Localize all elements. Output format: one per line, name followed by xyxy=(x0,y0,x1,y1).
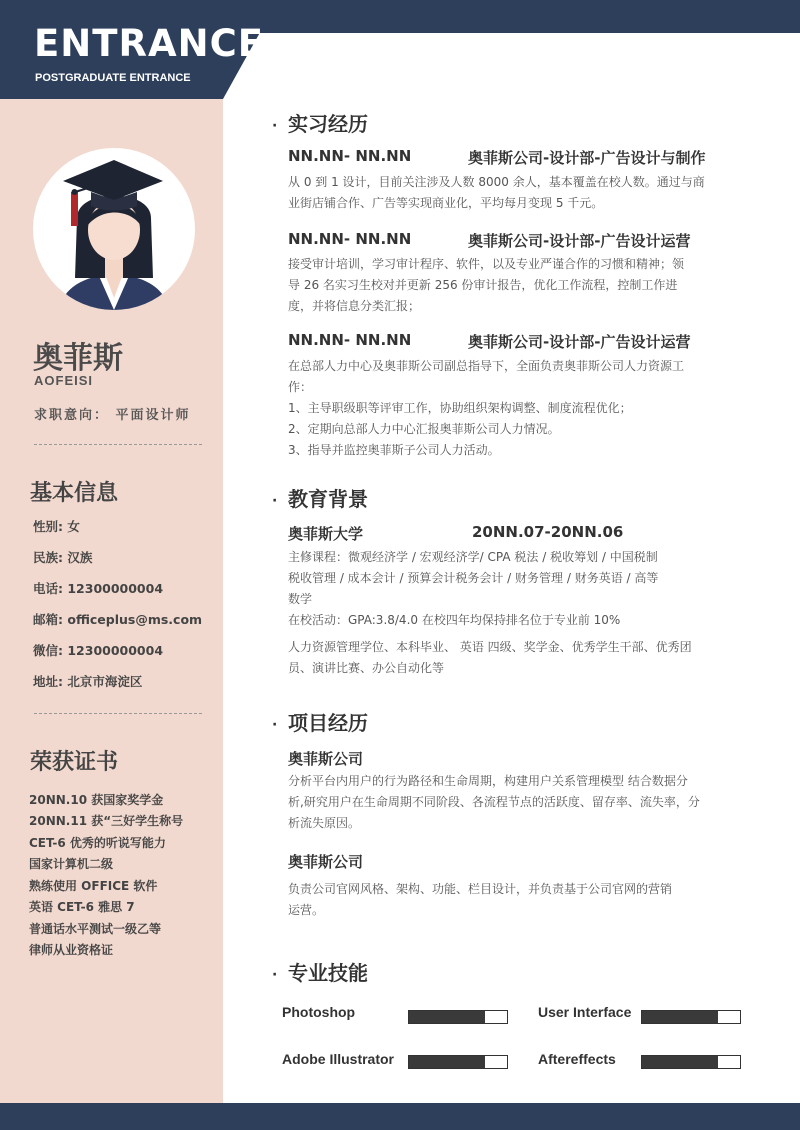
skill-label: Adobe Illustrator xyxy=(282,1051,395,1067)
skill-label: Aftereffects xyxy=(538,1051,616,1067)
skill-label: User Interface xyxy=(538,1004,632,1020)
entry-org: 奥菲斯公司-设计部-广告设计与制作 xyxy=(468,149,706,167)
skill-bar xyxy=(641,1055,741,1069)
entry-date: NN.NN- NN.NN xyxy=(288,331,412,349)
skill-bar xyxy=(408,1055,508,1069)
info-address: 地址: 北京市海淀区 xyxy=(33,674,143,689)
avatar-illustration xyxy=(33,148,195,310)
job-intent: 求职意向： 平面设计师 xyxy=(34,408,191,423)
info-phone: 电话: 12300000004 xyxy=(33,581,164,596)
award-item: 20NN.10 获国家奖学金 xyxy=(29,793,164,807)
profile-name-en: AOFEISI xyxy=(34,373,94,388)
project-org: 奥菲斯公司 xyxy=(288,750,364,768)
internship-entry-head xyxy=(288,331,691,351)
skill-bar-fill xyxy=(409,1056,485,1068)
skill-bar-fill xyxy=(409,1011,485,1023)
internship-desc: 从 0 到 1 设计，目前关注涉及人数 8000 余人，基本覆盖在校人数。通过与商 业街店铺合作、广告等实现商业化，平均每月变现 5 千元。 xyxy=(288,175,705,210)
internship-title: · 实习经历 xyxy=(272,112,368,136)
entry-date: NN.NN- NN.NN xyxy=(288,230,412,248)
project-org: 奥菲斯公司 xyxy=(288,853,364,871)
bullet-icon: · xyxy=(272,716,278,733)
divider xyxy=(34,713,202,714)
skill-label: Photoshop xyxy=(282,1004,356,1020)
internship-desc: 接受审计培训，学习审计程序、软件，以及专业严谨合作的习惯和精神；领 导 26 名实习生校对并更新 256 份审计报告，优化工作流程，控制工作进 度，并将信息分类汇报； xyxy=(288,257,685,313)
entry-org: 奥菲斯公司-设计部-广告设计运营 xyxy=(468,333,691,351)
info-email: 邮箱: officeplus@ms.com xyxy=(33,612,203,627)
header-title: ENTRANCE xyxy=(34,22,264,65)
project-desc: 负责公司官网风格、架构、功能、栏目设计，并负责基于公司官网的营销 运营。 xyxy=(288,882,673,917)
internship-entry-head xyxy=(288,230,691,250)
awards-heading: 荣获证书 xyxy=(30,750,119,775)
projects-title: · 项目经历 xyxy=(272,711,368,735)
entry-date: NN.NN- NN.NN xyxy=(288,147,412,165)
education-title: · 教育背景 xyxy=(272,487,368,511)
award-item: 熟练使用 OFFICE 软件 xyxy=(29,879,158,893)
skill-bar-fill xyxy=(642,1011,718,1023)
award-item: 20NN.11 获“三好学生称号 xyxy=(29,814,184,828)
award-item: 普通话水平测试一级乙等 xyxy=(29,922,162,936)
award-item: CET-6 优秀的听说写能力 xyxy=(29,836,166,850)
skill-bar-fill xyxy=(642,1056,718,1068)
education-desc: 主修课程：微观经济学 / 宏观经济学/ CPA 税法 / 税收筹划 / 中国税制 税收管理 / 成本会计 / 预算会计税务会计 / 财务管理 / 财务英语 / 高等 数学 在校活动：GPA:3.8/4.0 在校四年均保持排名位于专业前 10% xyxy=(288,550,659,627)
award-item: 律师从业资格证 xyxy=(29,943,114,957)
education-period: 20NN.07-20NN.06 xyxy=(472,523,624,541)
bullet-icon: · xyxy=(272,966,278,983)
skills-title: · 专业技能 xyxy=(272,961,368,985)
bottom-bar xyxy=(0,1103,800,1130)
internship-entry-head xyxy=(288,147,706,167)
education-extra: 人力资源管理学位、本科毕业、 英语 四级、奖学金、优秀学生干部、优秀团 员、演讲比赛、办公自动化等 xyxy=(288,640,692,675)
project-desc: 分析平台内用户的行为路径和生命周期，构建用户关系管理模型 结合数据分 析,研究用户在生命周期不同阶段、各流程节点的活跃度、留存率、流失率，分 析流失原因。 xyxy=(288,774,700,830)
info-gender: 性别: 女 xyxy=(33,519,80,534)
school-name: 奥菲斯大学 xyxy=(288,525,364,543)
divider xyxy=(34,444,202,445)
skill-bar xyxy=(641,1010,741,1024)
info-ethnicity: 民族: 汉族 xyxy=(33,550,93,565)
avatar xyxy=(33,148,195,310)
basic-info-heading: 基本信息 xyxy=(30,481,119,506)
bullet-icon: · xyxy=(272,492,278,509)
skill-bar xyxy=(408,1010,508,1024)
header-subtitle: POSTGRADUATE ENTRANCE xyxy=(35,72,191,84)
education-entry-head xyxy=(288,523,624,544)
entry-org: 奥菲斯公司-设计部-广告设计运营 xyxy=(468,232,691,250)
award-item: 国家计算机二级 xyxy=(29,857,114,871)
profile-name: 奥菲斯 xyxy=(33,341,123,376)
award-item: 英语 CET-6 雅思 7 xyxy=(29,900,135,914)
internship-desc: 在总部人力中心及奥菲斯公司副总指导下，全面负责奥菲斯公司人力资源工 作： 1、主导职级职等评审工作，协助组织架构调整、制度流程优化； 2、定期向总部人力中心汇报奥菲斯公司人力情况。 3、指导并监控奥菲斯子公司人力活动。 xyxy=(288,359,685,457)
info-wechat: 微信: 12300000004 xyxy=(33,643,164,658)
bullet-icon: · xyxy=(272,117,278,134)
